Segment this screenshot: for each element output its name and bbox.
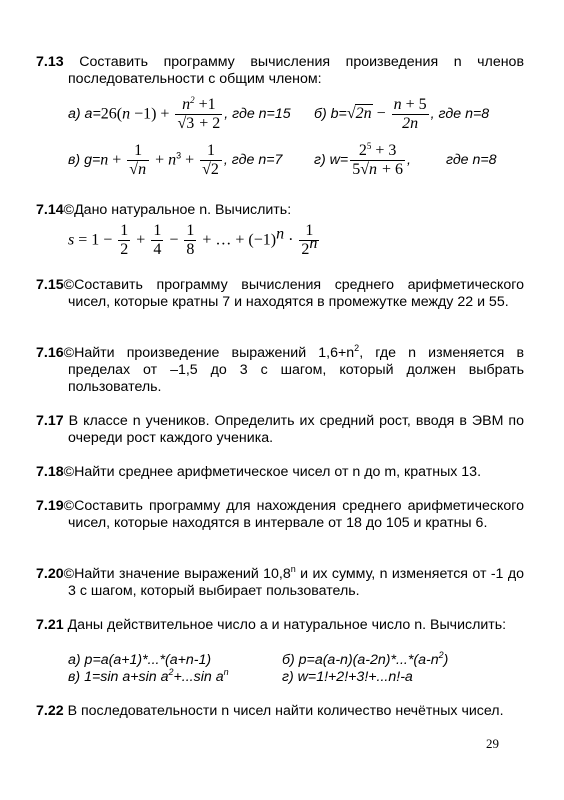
problem-7-20: 7.20©Найти значение выражений 10,8$^n$ и их сумму, n изменяется от -1 до 3 с шагом, который выбирает пользователь. bbox=[36, 564, 524, 599]
problem-number: 7.14 bbox=[36, 202, 64, 218]
problem-number: 7.17 bbox=[36, 413, 64, 429]
item-a: а) p=a(a+1)*...*(a+n-1) bbox=[68, 652, 212, 668]
problem-text: ©Составить программу для нахождения среднего арифметического чисел, которые находятся в интервале от 18 до 105 и кратны 6. bbox=[63, 498, 524, 531]
problem-text: ©Составить программу вычисления среднего арифметического чисел, которые кратны 7 и находятся в промежутке между 22 и 55. bbox=[63, 277, 524, 310]
problem-number: 7.20 bbox=[36, 566, 64, 582]
problem-7-21 bbox=[36, 617, 524, 634]
problem-7-13 bbox=[36, 54, 524, 88]
formula-b: б) b=√2n − $\frac{n + 5}{2n}$ , где n=8 bbox=[314, 96, 490, 132]
formula-g-condition: где n=8 bbox=[446, 152, 497, 168]
problem-text: В классе n учеников. Определить их средний рост, вводя в ЭВМ по очереди рост каждого ученика. bbox=[63, 413, 524, 446]
page-number: 29 bbox=[486, 736, 499, 751]
problem-7-22 bbox=[36, 703, 524, 720]
problem-text: ©Найти значение выражений 10,8 bbox=[63, 566, 291, 582]
item-v: в) 1=sin a+sin $a^2+...\sin$ $a^n$ bbox=[68, 667, 229, 685]
item-b: б) $p=a(a-n)(a-2n)*...*(a-n^2)$ bbox=[282, 650, 449, 668]
problem-text: Даны действительное число a и натуральное число n. Вычислить: bbox=[63, 617, 507, 633]
problem-7-14 bbox=[36, 202, 524, 219]
problem-7-15 bbox=[36, 277, 524, 311]
problem-7-19 bbox=[36, 498, 524, 532]
problem-text: ©Найти произведение выражений 1,6+n bbox=[63, 345, 355, 361]
formula-s: s = 1 − $\frac{1}{2}$ + $\frac{1}{4}$ − $\frac{1}{8}$ + … + $(-1)^n$ · $\frac{1}{2^n}$ bbox=[68, 222, 318, 258]
formula-g: г) w= $\frac{2^5 + 3}{5√n + 6}$ , bbox=[314, 141, 411, 178]
problem-number: 7.16 bbox=[36, 345, 64, 361]
formula-a: а) a=26(n −1) + $\frac{n^2 +1}{√3 + 2}$ , где n=15 bbox=[68, 95, 291, 132]
problem-text: ©Дано натуральное n. Вычислить: bbox=[63, 202, 292, 218]
problem-number: 7.13 bbox=[36, 54, 64, 70]
item-g: г) w=1!+2!+3!+...n!-a bbox=[282, 669, 413, 685]
problem-number: 7.21 bbox=[36, 617, 64, 633]
problem-number: 7.18 bbox=[36, 464, 64, 480]
problem-text: ©Найти среднее арифметическое чисел от n до m, кратных 13. bbox=[63, 464, 482, 480]
problem-number: 7.22 bbox=[36, 703, 64, 719]
problem-7-18 bbox=[36, 464, 524, 481]
problem-number: 7.19 bbox=[36, 498, 64, 514]
problem-7-17 bbox=[36, 413, 524, 447]
problem-text: В последовательности n чисел найти количество нечётных чисел. bbox=[63, 703, 504, 719]
formula-v: в) g=n + $\frac{1}{√n}$ + $n^3$ + $\frac{1}{√2}$ , где n=7 bbox=[68, 142, 283, 178]
problem-7-16: 7.16©Найти произведение выражений $1,6+n^2$, где n изменяется в пределах от –1,5 до 3 с шагом, который должен выбрать пользователь. bbox=[36, 343, 524, 395]
problem-number: 7.15 bbox=[36, 277, 64, 293]
problem-text: Составить программу вычисления произведения n членов последовательности с общим членом: bbox=[68, 54, 524, 87]
